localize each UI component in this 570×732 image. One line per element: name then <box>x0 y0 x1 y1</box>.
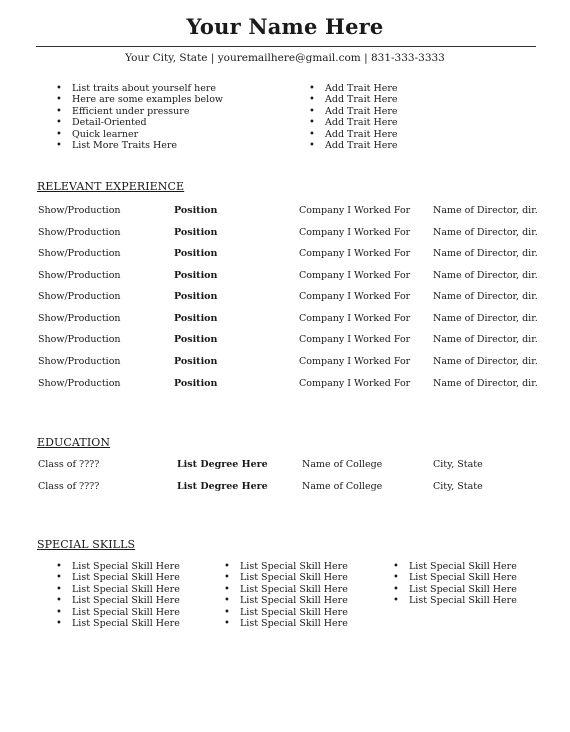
class-year: Class of ???? <box>38 459 100 470</box>
skills-heading: SPECIAL SKILLS <box>37 538 136 551</box>
position: Position <box>174 291 218 302</box>
skill-item: • List Special Skill Here <box>224 607 348 618</box>
skills-list-col2 <box>224 561 348 629</box>
show-name: Show/Production <box>38 248 121 259</box>
director: Name of Director, dir. <box>433 334 538 345</box>
position: Position <box>174 356 218 367</box>
company: Company I Worked For <box>299 269 411 281</box>
position: Position <box>174 378 218 389</box>
skill-item: • List Special Skill Here <box>393 595 517 606</box>
trait-item: • Quick learner <box>56 129 223 140</box>
trait-item: • Detail-Oriented <box>56 117 223 128</box>
director: Name of Director, dir. <box>433 248 538 259</box>
trait-item: • Add Trait Here <box>309 106 398 117</box>
position: Position <box>174 269 218 281</box>
director: Name of Director, dir. <box>433 291 538 302</box>
college: Name of College <box>302 481 383 492</box>
college: Name of College <box>302 459 383 470</box>
skill-item: • List Special Skill Here <box>393 561 517 572</box>
skill-item: • List Special Skill Here <box>56 561 180 572</box>
education-heading: EDUCATION <box>37 436 111 449</box>
director: Name of Director, dir. <box>433 269 538 281</box>
director: Name of Director, dir. <box>433 205 538 216</box>
position: Position <box>174 205 218 216</box>
show-name: Show/Production <box>38 291 121 302</box>
trait-item: • List traits about yourself here <box>56 83 223 94</box>
skill-item: • List Special Skill Here <box>56 618 180 629</box>
position: Position <box>174 312 218 324</box>
traits-list-left <box>56 83 223 151</box>
trait-item: • List More Traits Here <box>56 140 223 151</box>
contact-line: Your City, State | youremailhere@gmail.com | 831-333-3333 <box>125 52 445 64</box>
show-name: Show/Production <box>38 334 121 345</box>
skill-item: • List Special Skill Here <box>224 561 348 572</box>
skill-item: • List Special Skill Here <box>56 607 180 618</box>
skill-item: • List Special Skill Here <box>56 595 180 606</box>
skill-item: • List Special Skill Here <box>56 584 180 595</box>
traits-list-right <box>309 83 398 151</box>
director: Name of Director, dir. <box>433 356 538 367</box>
skill-item: • List Special Skill Here <box>224 572 348 583</box>
show-name: Show/Production <box>38 205 121 216</box>
company: Company I Worked For <box>299 291 411 302</box>
skill-item: • List Special Skill Here <box>224 618 348 629</box>
show-name: Show/Production <box>38 356 121 367</box>
director: Name of Director, dir. <box>433 312 538 324</box>
trait-item: • Efficient under pressure <box>56 106 223 117</box>
company: Company I Worked For <box>299 334 411 345</box>
company: Company I Worked For <box>299 226 411 238</box>
trait-item: • Add Trait Here <box>309 117 398 128</box>
skill-item: • List Special Skill Here <box>393 572 517 583</box>
company: Company I Worked For <box>299 312 411 324</box>
college-location: City, State <box>433 459 483 470</box>
company: Company I Worked For <box>299 205 411 216</box>
trait-item: • Add Trait Here <box>309 140 398 151</box>
skill-item: • List Special Skill Here <box>224 584 348 595</box>
skills-list-col1 <box>56 561 180 629</box>
college-location: City, State <box>433 481 483 492</box>
degree: List Degree Here <box>177 459 268 470</box>
trait-item: • Add Trait Here <box>309 129 398 140</box>
class-year: Class of ???? <box>38 481 100 492</box>
company: Company I Worked For <box>299 248 411 259</box>
show-name: Show/Production <box>38 378 121 389</box>
position: Position <box>174 334 218 345</box>
company: Company I Worked For <box>299 356 411 367</box>
director: Name of Director, dir. <box>433 378 538 389</box>
show-name: Show/Production <box>38 269 121 281</box>
trait-item: • Add Trait Here <box>309 83 398 94</box>
skill-item: • List Special Skill Here <box>224 595 348 606</box>
header-divider <box>36 46 536 47</box>
skill-item: • List Special Skill Here <box>393 584 517 595</box>
position: Position <box>174 248 218 259</box>
degree: List Degree Here <box>177 481 268 492</box>
resume-name: Your Name Here <box>186 14 384 39</box>
show-name: Show/Production <box>38 312 121 324</box>
position: Position <box>174 226 218 238</box>
company: Company I Worked For <box>299 378 411 389</box>
skill-item: • List Special Skill Here <box>56 572 180 583</box>
director: Name of Director, dir. <box>433 226 538 238</box>
trait-item: • Add Trait Here <box>309 94 398 105</box>
skills-list-col3 <box>393 561 517 607</box>
trait-item: • Here are some examples below <box>56 94 223 105</box>
show-name: Show/Production <box>38 226 121 238</box>
experience-heading: RELEVANT EXPERIENCE <box>37 180 185 193</box>
